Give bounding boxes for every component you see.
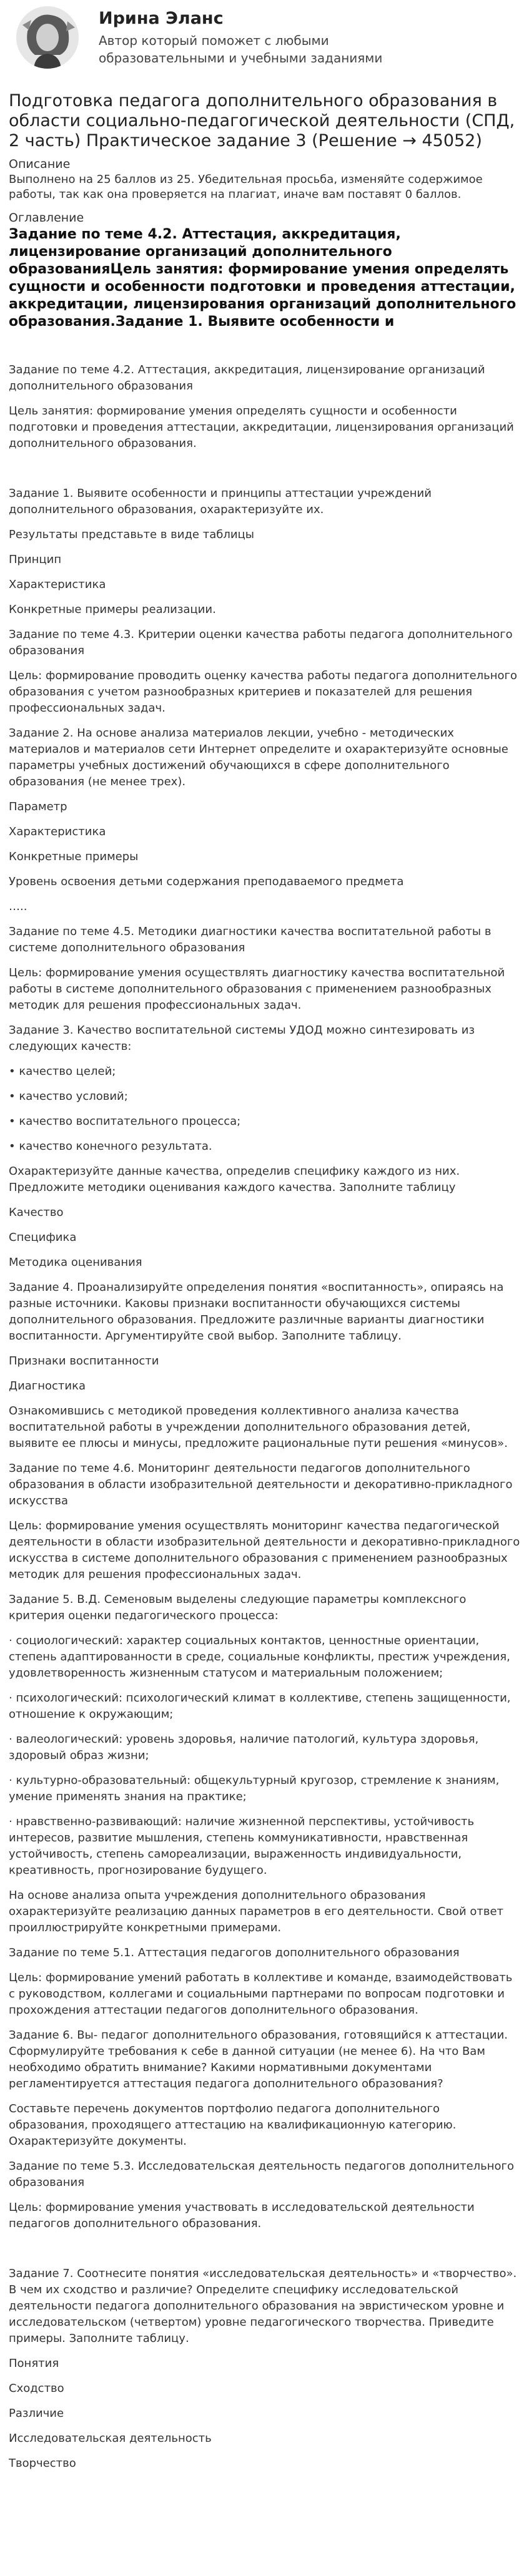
- content-paragraph: Качество: [9, 1206, 64, 1219]
- content-paragraph: Диагностика: [9, 1379, 86, 1393]
- content-paragraph: Задание по теме 5.3. Исследовательская деятельность педагогов дополнительного образования: [9, 2160, 515, 2189]
- page-title: Подготовка педагога дополнительного образования в области социально-педагогической деятельности (СПД, 2 часть) Практическое задание 3 (Решение → 45052): [9, 91, 515, 150]
- content-paragraph: • качество конечного результата.: [9, 1140, 212, 1153]
- content-paragraph: Понятия: [9, 2357, 59, 2370]
- content-body: [9, 362, 520, 2472]
- content-paragraph: · психологический: психологический климат в коллективе, степень защищенности, отношение к окружающим;: [9, 1692, 511, 1721]
- content-paragraph: Характеристика: [9, 578, 106, 591]
- content-paragraph: Конкретные примеры: [9, 850, 139, 863]
- content-paragraph: • качество воспитательного процесса;: [9, 1115, 241, 1128]
- content-paragraph: Творчество: [9, 2457, 76, 2470]
- content-paragraph: На основе анализа опыта учреждения дополнительного образования охарактеризуйте реализацию данных параметров в его деятельности. Свой ответ проиллюстрируйте конкретными примерами.: [9, 1889, 504, 1934]
- content-paragraph: • качество целей;: [9, 1065, 116, 1078]
- content-paragraph: Задание 1. Выявите особенности и принципы аттестации учреждений дополнительного образования, охарактеризуйте их.: [9, 487, 432, 516]
- content-paragraph: Характеристика: [9, 825, 106, 838]
- content-paragraph: · культурно-образовательный: общекультурный кругозор, стремление к знаниям, умение применять знания на практике;: [9, 1774, 500, 1803]
- content-paragraph: Задание 2. На основе анализа материалов лекции, учебно - методических материалов и материалов сети Интернет определите и охарактеризуйте основные параметры учебных достижений обучающихся в сфере дополнительного образования (не менее трех).: [9, 727, 508, 788]
- spacer: [9, 2241, 520, 2266]
- content-paragraph: · социологический: характер социальных контактов, ценностные ориентации, степень адаптированности в среде, социальные конфликты, престиж учреждения, удовлетворенность жизненным статусом и материальным положением;: [9, 1634, 510, 1680]
- content-paragraph: Задание по теме 4.6. Мониторинг деятельности педагогов дополнительного образования в области изобразительной деятельности и декоративно-прикладного искусства: [9, 1462, 513, 1507]
- content-paragraph: Цель: формирование умения участвовать в исследовательской деятельности педагогов дополнительного образования.: [9, 2201, 475, 2230]
- content-paragraph: Признаки воспитанности: [9, 1354, 159, 1368]
- content-paragraph: Сходство: [9, 2382, 64, 2395]
- content-paragraph: Результаты представьте в виде таблицы: [9, 528, 254, 541]
- content-paragraph: Цель: формирование умения осуществлять диагностику качества воспитательной работы в системе дополнительного образования с применением разнообразных методик для решения профессиональных задач.: [9, 966, 505, 1012]
- toc-label: Оглавление: [9, 211, 84, 225]
- content-paragraph: Параметр: [9, 800, 67, 813]
- content-paragraph: Методика оценивания: [9, 1256, 142, 1269]
- content-paragraph: Цель: формирование умений работать в коллективе и команде, взаимодействовать с руководством, коллегами и социальными партнерами по вопросам подготовки и прохождения аттестации педагогов дополнительного образования.: [9, 1971, 513, 2017]
- content-paragraph: Охарактеризуйте данные качества, определив специфику каждого из них. Предложите методики оценивания каждого качества. Заполните таблицу: [9, 1165, 460, 1194]
- content-paragraph: Задание 3. Качество воспитательной системы УДОД можно синтезировать из следующих качеств:: [9, 1024, 475, 1053]
- author-description: Автор который поможет с любыми образовательными и учебными заданиями: [99, 33, 383, 66]
- content-paragraph: Задание 5. В.Д. Семеновым выделены следующие параметры комплексного критерия оценки педагогического процесса:: [9, 1593, 467, 1622]
- content-paragraph: Задание 7. Соотнесите понятия «исследовательская деятельность» и «творчество». В чем их сходство и различие? Определите специфику исследовательской деятельности педагога дополнительного образования на эвристическом уровне и исследовательском (четвертом) уровне педагогического творчества. Приведите примеры. Заполните таблицу.: [9, 2267, 517, 2345]
- author-header: [9, 0, 520, 75]
- content-paragraph: Задание 4. Проанализируйте определения понятия «воспитанность», опираясь на разные источники. Каковы признаки воспитанности обучающихся системы дополнительного образования. Предложите различные варианты диагностики воспитанности. Аргументируйте свой выбор. Заполните таблицу.: [9, 1281, 504, 1343]
- description-text: Выполнено на 25 баллов из 25. Убедительная просьба, изменяйте содержимое работы, так как она проверяется на плагиат, иначе вам поставят 0 баллов.: [9, 173, 483, 201]
- content-paragraph: · валеологический: уровень здоровья, наличие патологий, культура здоровья, здоровый образ жизни;: [9, 1733, 479, 1762]
- spacer: [9, 461, 520, 486]
- content-paragraph: Различие: [9, 2407, 64, 2420]
- content-paragraph: …..: [9, 900, 27, 913]
- content-paragraph: Задание по теме 5.1. Аттестация педагогов дополнительного образования: [9, 1946, 460, 1959]
- author-name[interactable]: Ирина Эланс: [99, 9, 224, 28]
- description-label: Описание: [9, 157, 71, 171]
- content-paragraph: Уровень освоения детьми содержания преподаваемого предмета: [9, 875, 404, 888]
- content-paragraph: Исследовательская деятельность: [9, 2432, 212, 2445]
- content-paragraph: Принцип: [9, 553, 62, 566]
- content-paragraph: Цель: формирование проводить оценку качества работы педагога дополнительного образования с учетом разнообразных критериев и показателей для решения профессиональных задач.: [9, 669, 518, 715]
- content-paragraph: Конкретные примеры реализации.: [9, 603, 216, 616]
- content-paragraph: Специфика: [9, 1231, 77, 1244]
- content-paragraph: Задание по теме 4.5. Методики диагностики качества воспитательной работы в системе дополнительного образования: [9, 925, 492, 954]
- content-paragraph: Задание 6. Вы- педагог дополнительного образования, готовящийся к аттестации. Сформулируйте требования к себе в данной ситуации (не менее 6). На что Вам необходимо обратить внимание? Какими нормативными документами регламентируется аттестация педагога дополнительного образования?: [9, 2029, 508, 2090]
- content-paragraph: Задание по теме 4.2. Аттестация, аккредитация, лицензирование организаций дополнительного образования: [9, 363, 485, 393]
- author-avatar[interactable]: [16, 6, 79, 69]
- content-paragraph: Составьте перечень документов портфолио педагога дополнительного образования, проходящего аттестацию на квалификационную категорию. Охарактеризуйте документы.: [9, 2102, 457, 2148]
- content-paragraph: Ознакомившись с методикой проведения коллективного анализа качества воспитательной работы в учреждении дополнительного образования детей, выявите ее плюсы и минусы, предложите рациональные пути решения «минусов».: [9, 1404, 508, 1450]
- toc-text: Задание по теме 4.2. Аттестация, аккредитация, лицензирование организаций дополнительного образованияЦель занятия: формирование умения определять сущности и особенности подготовки и проведения аттестации, аккредитации, лицензирования организаций дополнительного образования.Задание 1. Выявите особенности и: [9, 227, 517, 330]
- content-paragraph: • качество условий;: [9, 1090, 128, 1103]
- avatar-portrait-icon: [16, 6, 79, 69]
- content-paragraph: Цель занятия: формирование умения определять сущности и особенности подготовки и проведения аттестации, аккредитации, лицензирования организаций дополнительного образования.: [9, 404, 514, 450]
- content-paragraph: Цель: формирование умения осуществлять мониторинг качества педагогической деятельности в области изобразительной деятельности и декоративно-прикладного искусства в системе дополнительного образования с применением разнообразных методик для решения профессиональных задач.: [9, 1519, 520, 1581]
- content-paragraph: · нравственно-развивающий: наличие жизненной перспективы, устойчивость интересов, развитие мышления, степень коммуникативности, нравственная устойчивость, степень самореализации, выраженность индивидуальности, креативность, прогнозирование будущего.: [9, 1815, 475, 1877]
- content-paragraph: Задание по теме 4.3. Критерии оценки качества работы педагога дополнительного образования: [9, 628, 513, 657]
